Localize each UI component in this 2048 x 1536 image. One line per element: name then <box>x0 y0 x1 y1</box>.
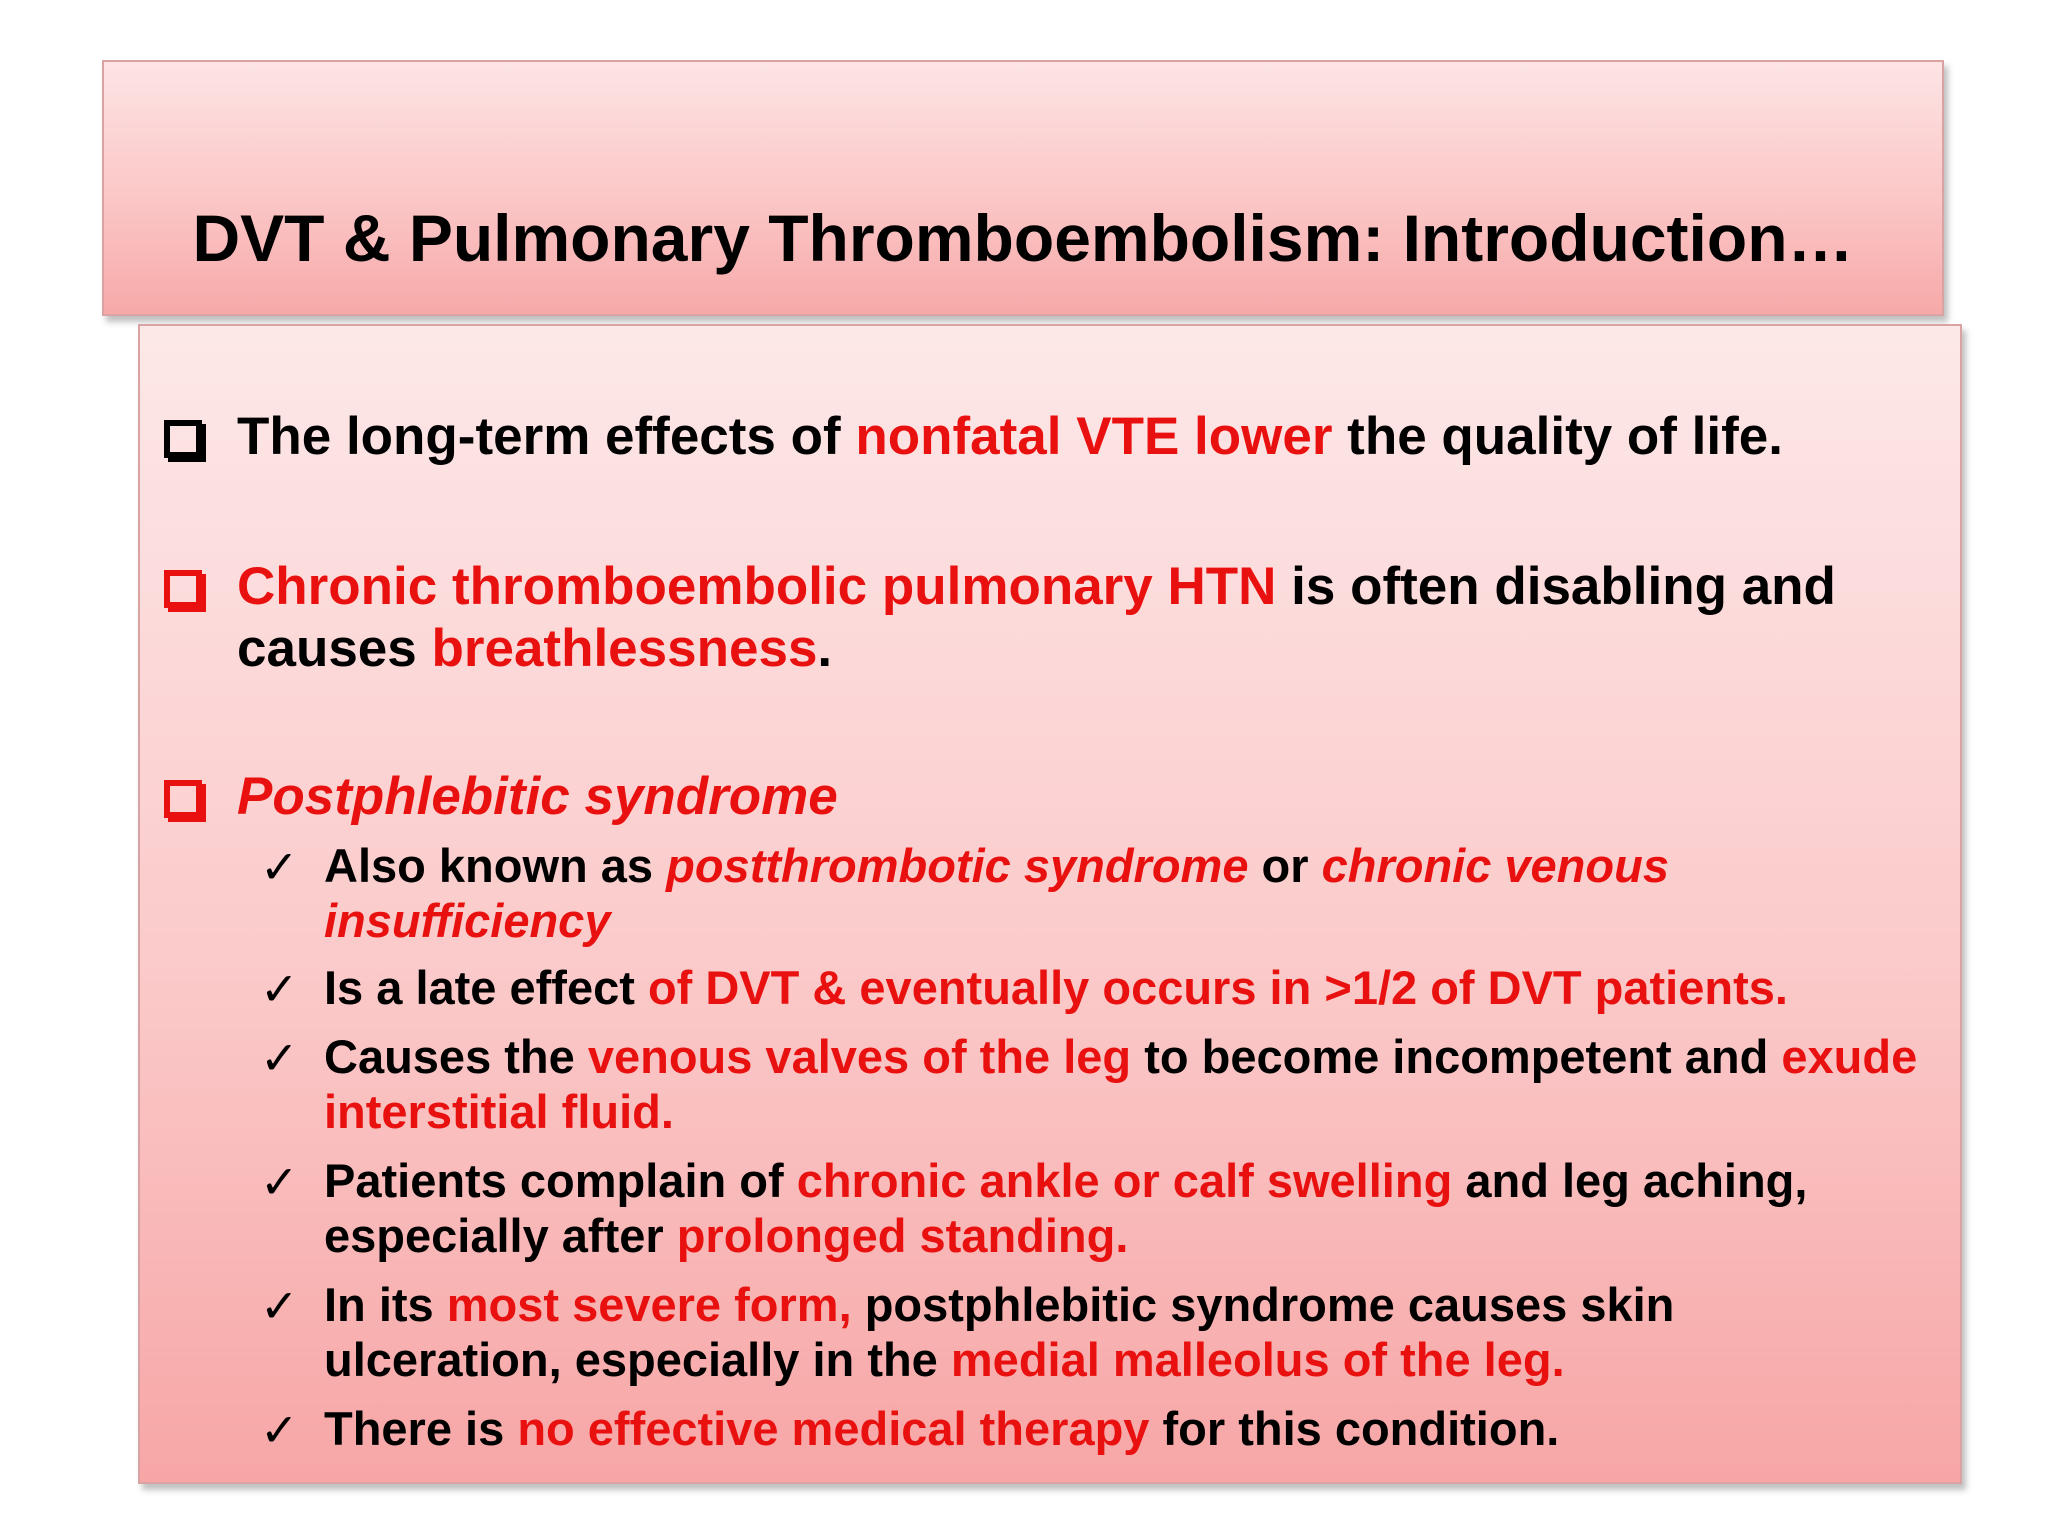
highlight-run: exude interstitial fluid. <box>324 1030 1918 1138</box>
text-run: Is a late effect <box>324 961 648 1014</box>
checkmark-icon: ✓ <box>260 962 299 1016</box>
highlight-run: venous valves of the leg <box>587 1030 1132 1083</box>
text-run: In its <box>324 1278 447 1331</box>
checkbox-square-icon <box>164 780 202 818</box>
checkmark-icon: ✓ <box>260 840 299 894</box>
bullet-text <box>237 556 1924 680</box>
sub-item-text <box>324 1277 1920 1387</box>
bullet-postphlebitic-syndrome <box>164 766 1924 828</box>
text-run: Patients complain of <box>324 1154 797 1207</box>
sub-item-venous-valves <box>260 1029 1920 1139</box>
highlight-run: most severe form, <box>446 1278 852 1331</box>
sub-item-patients-complain <box>260 1153 1920 1263</box>
sub-item-severe-form <box>260 1277 1920 1387</box>
highlight-run: chronic ankle or calf swelling <box>796 1154 1453 1207</box>
text-run: and leg aching, especially after <box>324 1154 1808 1262</box>
slide-title: DVT & Pulmonary Thromboembolism: Introduction… <box>192 201 1854 275</box>
sub-item-no-therapy <box>260 1401 1920 1456</box>
highlight-run: chronic venous insufficiency <box>324 839 1669 947</box>
highlight-run: of DVT & eventually occurs in >1/2 of DVT patients. <box>647 961 1788 1014</box>
highlight-run: Postphlebitic syndrome <box>237 767 838 826</box>
highlight-run: prolonged standing. <box>676 1209 1129 1262</box>
sub-item-late-effect <box>260 960 1920 1015</box>
text-run: The long-term effects of <box>237 407 856 466</box>
text-run: to become incompetent and <box>1131 1030 1782 1083</box>
checkbox-square-icon <box>164 420 202 458</box>
checkmark-icon: ✓ <box>260 1155 299 1209</box>
checkbox-square-icon <box>164 570 202 608</box>
highlight-run: no effective medical therapy <box>517 1402 1150 1455</box>
text-run: for this condition. <box>1149 1402 1560 1455</box>
sub-item-text <box>324 960 1920 1015</box>
text-run: Also known as <box>324 839 667 892</box>
text-run: is often disabling and causes <box>237 557 1836 678</box>
sub-item-text <box>324 1029 1920 1139</box>
highlight-run: Chronic thromboembolic pulmonary HTN <box>237 557 1277 616</box>
title-banner <box>102 60 1944 316</box>
content-panel <box>138 324 1962 1484</box>
checkmark-icon: ✓ <box>260 1031 299 1085</box>
text-run: . <box>817 619 833 678</box>
sub-item-also-known-as <box>260 838 1920 948</box>
text-run: Causes the <box>324 1030 588 1083</box>
checkmark-icon: ✓ <box>260 1403 299 1457</box>
sub-item-text <box>324 1153 1920 1263</box>
text-run: the quality of life. <box>1332 407 1783 466</box>
bullet-text <box>237 406 1924 468</box>
sub-item-text <box>324 838 1920 948</box>
highlight-run: nonfatal VTE lower <box>855 407 1333 466</box>
bullet-text <box>237 766 1924 828</box>
highlight-run: postthrombotic syndrome <box>666 839 1249 892</box>
highlight-run: breathlessness <box>431 619 818 678</box>
sub-item-text <box>324 1401 1920 1456</box>
bullet-quality-of-life <box>164 406 1924 468</box>
text-run: or <box>1248 839 1322 892</box>
bullet-chronic-pulmonary-htn <box>164 556 1924 680</box>
text-run: postphlebitic syndrome causes skin ulceration, especially in the <box>324 1278 1675 1386</box>
highlight-run: medial malleolus of the leg. <box>950 1333 1565 1386</box>
text-run: There is <box>324 1402 518 1455</box>
checkmark-icon: ✓ <box>260 1279 299 1333</box>
